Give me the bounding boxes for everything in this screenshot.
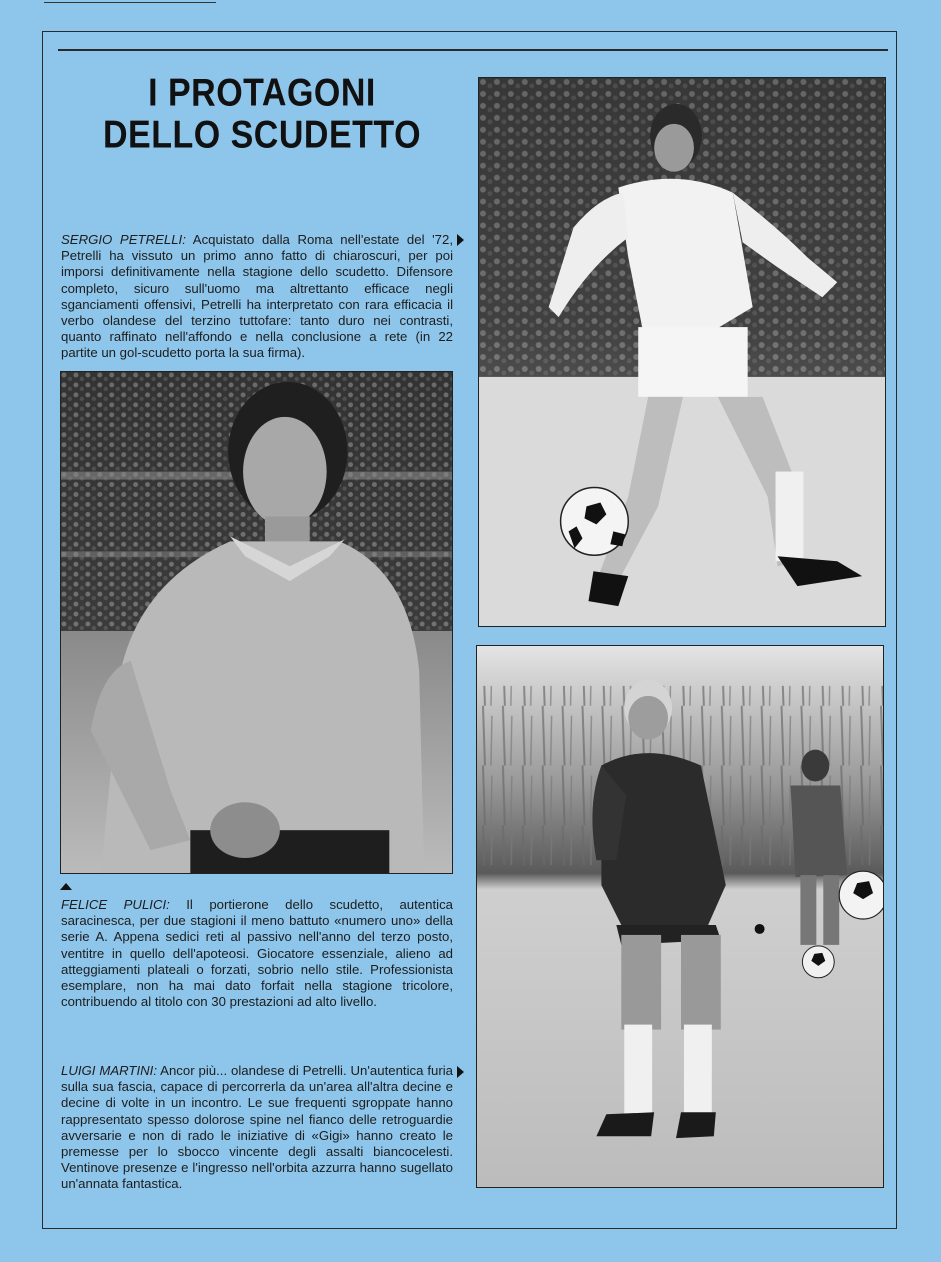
caption-name: LUIGI MARTINI: (61, 1063, 157, 1078)
caption-petrelli (61, 232, 453, 362)
caption-name: SERGIO PETRELLI: (61, 232, 186, 247)
caption-martini (61, 1063, 453, 1193)
header-rule (58, 49, 888, 51)
caption-text: Acquistato dalla Roma nell'estate del '72, Petrelli ha vissuto un primo anno fatto di chiaroscuri, per poi imporsi definitivamente nella stagione dello scudetto. Difensore completo, sicuro sull'uomo ma altrettanto efficace negli sganciamenti offensivi, Petrelli ha interpretato con rara efficacia il verbo olandese del terzino tuttofare: tanto duro nei contrasti, quanto raffinato nell'affondo e nella conclusione a rete (in 22 partite un gol-scudetto porta la sua firma). (61, 232, 453, 361)
photo-petrelli (478, 77, 886, 627)
title-line-2: DELLO SCUDETTO (102, 113, 422, 157)
caption-name: FELICE PULICI: (61, 897, 170, 912)
page-title (62, 72, 462, 156)
caption-text: Il portierone dello scudetto, autentica saracinesca, per due stagioni il meno battuto «numero uno» della serie A. Appena sedici reti al passivo nell'anno del terzo posto, ventitre in quello dell'apoteosi. Giocatore essenziale, alieno ad atteggiamenti plateali o forzati, sobrio nello stile. Professionista esemplare, non ha mai dato forfait nella stagione tricolore, contribuendo al titolo con 30 prestazioni ad alto livello. (61, 897, 453, 1010)
photo-martini (476, 645, 884, 1188)
title-line-1: I PROTAGONI (148, 71, 376, 115)
pointer-arrow-up-icon (60, 883, 72, 890)
pointer-arrow-right-icon (457, 1066, 464, 1078)
caption-pulici (61, 897, 453, 1010)
top-rule (44, 2, 216, 3)
caption-text: Ancor più... olandese di Petrelli. Un'autentica furia sulla sua fascia, capace di percorrerla da un'area all'altra decine e decine di volte in un incontro. Le sue frequenti sgroppate hanno rappresentato spesso dolorose spine nel fianco delle retroguardie avversarie e non di rado le iniziative di «Gigi» hanno creato le premesse per lo sbocco vincente degli assalti biancocelesti. Ventinove presenze e l'ingresso nell'orbita azzurra hanno sugellato un'annata fantastica. (61, 1063, 454, 1192)
photo-pulici (60, 371, 453, 874)
pointer-arrow-right-icon (457, 234, 464, 246)
